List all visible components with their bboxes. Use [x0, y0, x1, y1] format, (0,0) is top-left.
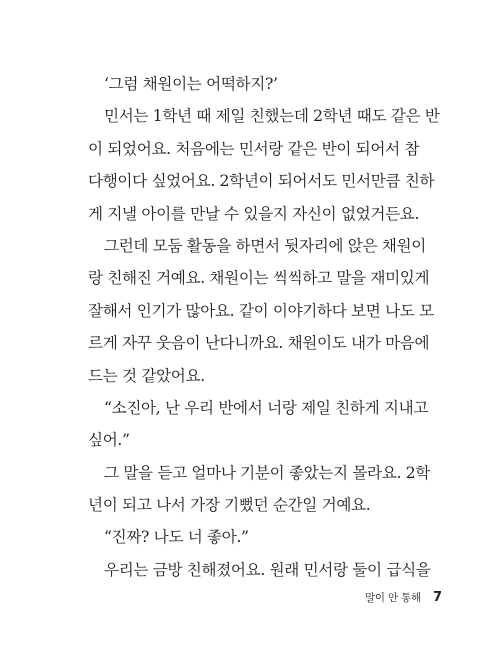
text-line: 르게 자꾸 웃음이 난다니까요. 채원이도 내가 마음에	[88, 334, 430, 353]
running-title: 말이 안 통해	[364, 592, 421, 604]
text-line: “소진아, 난 우리 반에서 너랑 제일 친하게 지내고	[104, 398, 429, 417]
text-line: 랑 친해진 거예요. 채원이는 씩씩하고 말을 재미있게	[88, 269, 430, 288]
text-line: “진짜? 나도 너 좋아.”	[104, 528, 249, 547]
text-line: 민서는 1학년 때 제일 친했는데 2학년 때도 같은 반	[104, 107, 440, 126]
text-line: 다행이다 싶었어요. 2학년이 되어서도 민서만큼 친하	[88, 172, 435, 191]
text-line: 그 말을 듣고 얼마나 기분이 좋았는지 몰라요. 2학	[104, 463, 430, 482]
text-line: 년이 되고 나서 가장 기뻤던 순간일 거예요.	[88, 496, 371, 515]
page-number: 7	[432, 590, 442, 605]
text-line: ‘그럼 채원이는 어떡하지?’	[104, 75, 278, 93]
text-line: 우리는 금방 친해졌어요. 원래 민서랑 둘이 급식을	[104, 560, 431, 579]
body-text	[88, 68, 448, 586]
text-line: 이 되었어요. 처음에는 민서랑 같은 반이 되어서 참	[88, 139, 420, 158]
text-line: 게 지낼 아이를 만날 수 있을지 자신이 없었거든요.	[88, 204, 420, 223]
page-footer	[365, 590, 442, 605]
text-line: 잘해서 인기가 많아요. 같이 이야기하다 보면 나도 모	[88, 301, 434, 320]
text-line: 그런데 모둠 활동을 하면서 뒷자리에 앉은 채원이	[104, 236, 426, 255]
text-line: 싶어.”	[88, 431, 130, 450]
text-line: 드는 것 같았어요.	[88, 366, 205, 385]
